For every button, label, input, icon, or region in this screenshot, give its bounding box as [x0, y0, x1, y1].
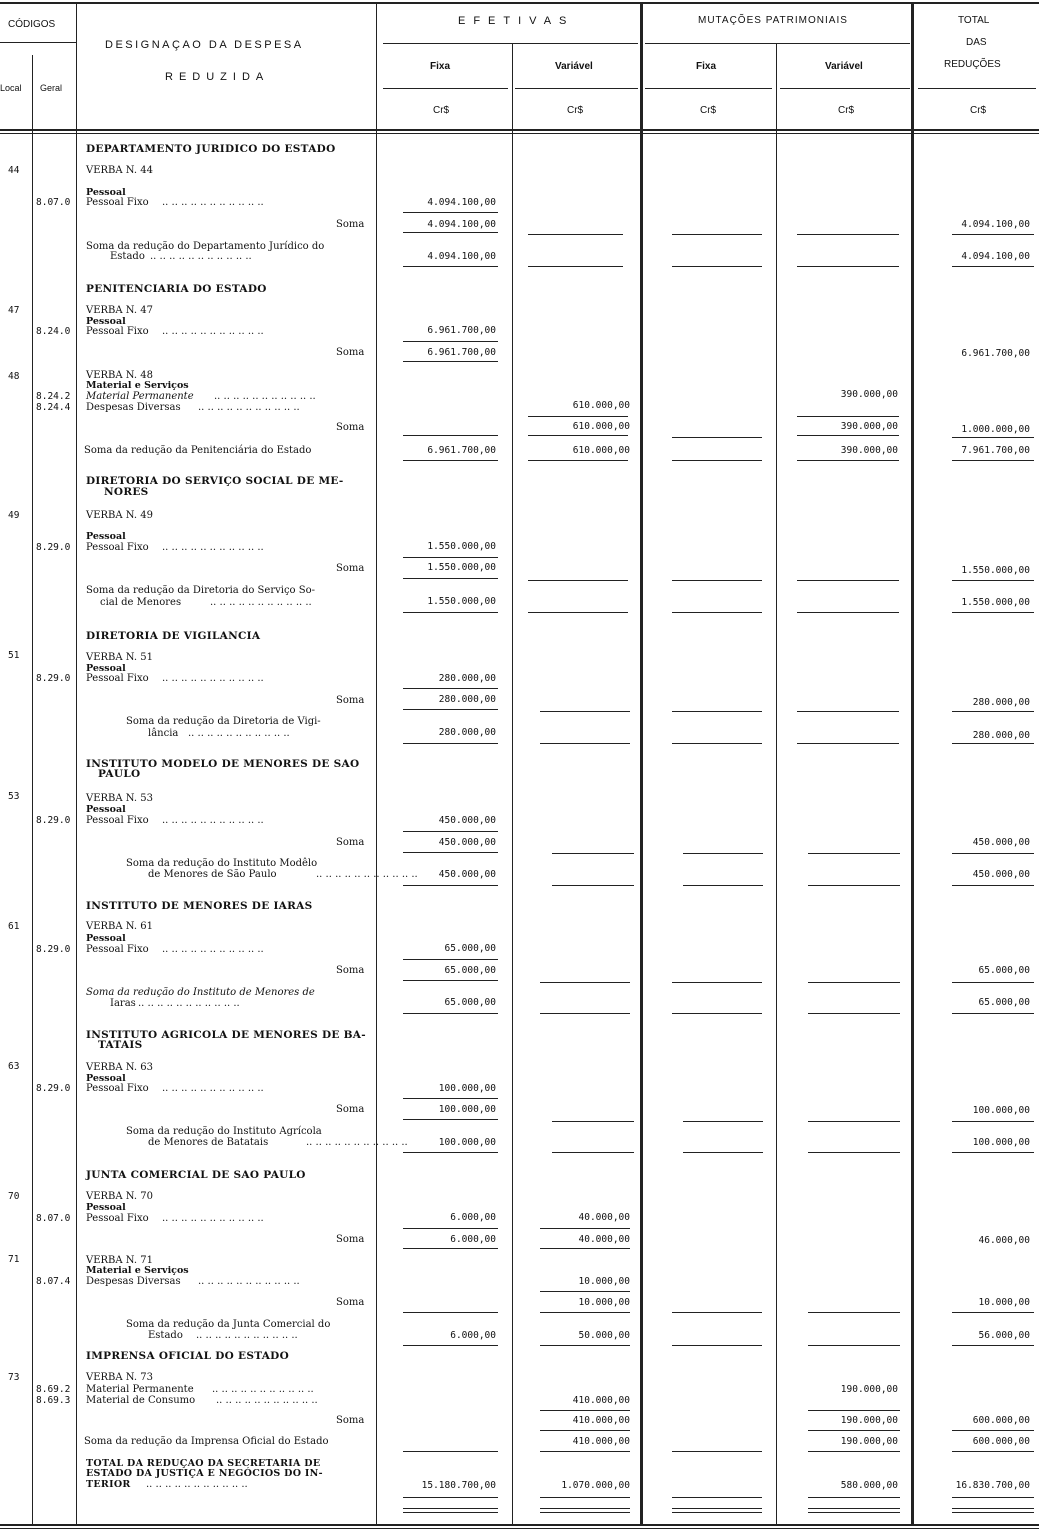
header-fixa-efetivas: Fixa — [430, 61, 451, 72]
leader-dots: .. .. .. .. .. .. .. .. .. .. .. — [188, 728, 290, 739]
verba-label: VERBA N. 61 — [86, 921, 153, 932]
geral-code: 8.24.4 — [36, 402, 71, 413]
reduction-label: Soma da redução do Departamento Jurídico do — [86, 241, 325, 252]
value-fixa: 100.000,00 — [438, 1083, 496, 1094]
reduction-label: Soma da redução do Instituto de Menores de — [86, 987, 315, 998]
item-label: Despesas Diversas — [86, 402, 181, 413]
verba-label: VERBA N. 44 — [86, 165, 153, 176]
reduction-label: Soma da redução do Instituto Agrícola — [126, 1126, 322, 1137]
value-fixa: 6.961.700,00 — [427, 325, 496, 336]
leader-dots: .. .. .. .. .. .. .. .. .. .. .. — [216, 1395, 318, 1406]
reduction-fixa: 280.000,00 — [438, 727, 496, 738]
value-variavel: 410.000,00 — [572, 1395, 630, 1406]
header-reduzida: REDUZIDA — [165, 71, 270, 83]
item-label: Material Permanente — [86, 391, 194, 402]
item-label: Material Permanente — [86, 1384, 194, 1395]
soma-total: 6.961.700,00 — [961, 348, 1030, 359]
currency-label: Cr$ — [433, 105, 450, 116]
leader-dots: .. .. .. .. .. .. .. .. .. .. .. — [138, 998, 240, 1009]
section-title: IMPRENSA OFICIAL DO ESTADO — [86, 1350, 290, 1362]
reduction-label: Soma da redução da Diretoria do Serviço So- — [86, 585, 315, 596]
reduction-total: 1.550.000,00 — [961, 597, 1030, 608]
reduction-label-cont: Estado — [110, 251, 145, 262]
soma-label: Soma — [336, 219, 365, 230]
reduction-fixa: 1.550.000,00 — [427, 596, 496, 607]
verba-label: VERBA N. 73 — [86, 1372, 153, 1383]
local-code: 49 — [8, 510, 20, 521]
local-code: 73 — [8, 1372, 20, 1383]
grand-total-mutacao-variavel: 580.000,00 — [840, 1480, 898, 1491]
reduction-label: Soma da redução do Instituto Modêlo — [126, 858, 318, 869]
section-title: DEPARTAMENTO JURIDICO DO ESTADO — [86, 143, 336, 155]
soma-label: Soma — [336, 837, 365, 848]
soma-total: 450.000,00 — [972, 837, 1030, 848]
header-codigos: CÓDIGOS — [8, 19, 56, 30]
soma-label: Soma — [336, 965, 365, 976]
reduction-mutacao-variavel: 190.000,00 — [840, 1436, 898, 1447]
reduction-variavel: 50.000,00 — [578, 1330, 630, 1341]
reduction-mutacao-variavel: 390.000,00 — [840, 445, 898, 456]
soma-mutacao-variavel: 190.000,00 — [840, 1415, 898, 1426]
geral-code: 8.69.2 — [36, 1384, 71, 1395]
reduction-variavel: 610.000,00 — [572, 445, 630, 456]
leader-dots: .. .. .. .. .. .. .. .. .. .. .. — [162, 326, 264, 337]
soma-label: Soma — [336, 1415, 365, 1426]
reduction-fixa: 100.000,00 — [438, 1137, 496, 1148]
reduction-fixa: 4.094.100,00 — [427, 251, 496, 262]
soma-label: Soma — [336, 1297, 365, 1308]
item-label: Pessoal Fixo — [86, 673, 149, 684]
local-code: 47 — [8, 305, 20, 316]
item-label: Pessoal Fixo — [86, 1083, 149, 1094]
leader-dots: .. .. .. .. .. .. .. .. .. .. .. — [162, 542, 264, 553]
local-code: 71 — [8, 1254, 20, 1265]
verba-label: VERBA N. 71 — [86, 1255, 153, 1266]
header-total: TOTAL — [958, 15, 990, 26]
item-label: Pessoal Fixo — [86, 197, 149, 208]
soma-label: Soma — [336, 347, 365, 358]
soma-label: Soma — [336, 422, 365, 433]
group-label: Pessoal — [86, 531, 126, 542]
soma-fixa: 6.961.700,00 — [427, 347, 496, 358]
value-fixa: 1.550.000,00 — [427, 541, 496, 552]
group-label: Material e Serviços — [86, 380, 189, 391]
leader-dots: .. .. .. .. .. .. .. .. .. .. .. — [150, 251, 252, 262]
header-reducoes: REDUÇÕES — [944, 59, 1001, 70]
section-title: INSTITUTO MODELO DE MENORES DE SAO — [86, 758, 360, 770]
reduction-label-cont: de Menores de São Paulo — [148, 869, 277, 880]
currency-label: Cr$ — [567, 105, 584, 116]
geral-code: 8.29.0 — [36, 944, 71, 955]
header-efetivas: EFETIVAS — [458, 15, 575, 27]
header-mutacoes: MUTAÇÕES PATRIMONIAIS — [698, 15, 848, 26]
verba-label: VERBA N. 48 — [86, 370, 153, 381]
soma-total: 1.550.000,00 — [961, 565, 1030, 576]
soma-total: 4.094.100,00 — [961, 219, 1030, 230]
reduction-total: 100.000,00 — [972, 1137, 1030, 1148]
header-designacao: DESIGNAÇAO DA DESPESA — [105, 39, 304, 51]
verba-label: VERBA N. 51 — [86, 652, 153, 663]
reduction-total: 280.000,00 — [972, 730, 1030, 741]
section-title: PENITENCIARIA DO ESTADO — [86, 283, 267, 295]
grand-total-variavel: 1.070.000,00 — [561, 1480, 630, 1491]
verba-label: VERBA N. 63 — [86, 1062, 153, 1073]
leader-dots: .. .. .. .. .. .. .. .. .. .. .. — [316, 869, 418, 880]
section-title-cont: PAULO — [98, 768, 141, 780]
value-mutacao-variavel: 390.000,00 — [840, 389, 898, 400]
item-label: Pessoal Fixo — [86, 944, 149, 955]
reduction-label-cont: Estado — [148, 1330, 183, 1341]
item-label: Pessoal Fixo — [86, 326, 149, 337]
grand-total-fixa: 15.180.700,00 — [421, 1480, 496, 1491]
geral-code: 8.29.0 — [36, 815, 71, 826]
group-label: Material e Serviços — [86, 1265, 189, 1276]
soma-fixa: 6.000,00 — [450, 1234, 496, 1245]
soma-fixa: 280.000,00 — [438, 694, 496, 705]
reduction-total: 600.000,00 — [972, 1436, 1030, 1447]
geral-code: 8.07.4 — [36, 1276, 71, 1287]
group-label: Pessoal — [86, 933, 126, 944]
leader-dots: .. .. .. .. .. .. .. .. .. .. .. — [162, 197, 264, 208]
soma-label: Soma — [336, 695, 365, 706]
section-title-cont: NORES — [104, 486, 149, 498]
grand-total-label-cont: ESTADO DA JUSTIÇA E NEGÓCIOS DO IN- — [86, 1468, 323, 1479]
item-label: Pessoal Fixo — [86, 1213, 149, 1224]
leader-dots: .. .. .. .. .. .. .. .. .. .. .. — [162, 673, 264, 684]
soma-variavel: 40.000,00 — [578, 1234, 630, 1245]
leader-dots: .. .. .. .. .. .. .. .. .. .. .. — [162, 1083, 264, 1094]
local-code: 70 — [8, 1191, 20, 1202]
value-variavel: 610.000,00 — [572, 400, 630, 411]
soma-label: Soma — [336, 1234, 365, 1245]
section-title: DIRETORIA DE VIGILANCIA — [86, 630, 261, 642]
grand-total-label: TOTAL DA REDUÇAO DA SECRETARIA DE — [86, 1458, 321, 1469]
reduction-total: 4.094.100,00 — [961, 251, 1030, 262]
leader-dots: .. .. .. .. .. .. .. .. .. .. .. — [212, 1384, 314, 1395]
reduction-label-cont: de Menores de Batatais — [148, 1137, 269, 1148]
local-code: 48 — [8, 371, 20, 382]
item-label: Pessoal Fixo — [86, 815, 149, 826]
geral-code: 8.29.0 — [36, 542, 71, 553]
header-local: Local — [0, 83, 22, 93]
geral-code: 8.07.0 — [36, 1213, 71, 1224]
currency-label: Cr$ — [700, 105, 717, 116]
item-label: Despesas Diversas — [86, 1276, 181, 1287]
reduction-total: 65.000,00 — [978, 997, 1030, 1008]
soma-total: 280.000,00 — [972, 697, 1030, 708]
local-code: 63 — [8, 1061, 20, 1072]
header-geral: Geral — [40, 83, 63, 93]
reduction-total: 56.000,00 — [978, 1330, 1030, 1341]
group-label: Pessoal — [86, 663, 126, 674]
geral-code: 8.29.0 — [36, 1083, 71, 1094]
soma-variavel: 610.000,00 — [572, 421, 630, 432]
geral-code: 8.29.0 — [36, 673, 71, 684]
soma-total: 100.000,00 — [972, 1105, 1030, 1116]
item-label: Pessoal Fixo — [86, 542, 149, 553]
value-fixa: 6.000,00 — [450, 1212, 496, 1223]
value-variavel: 10.000,00 — [578, 1276, 630, 1287]
geral-code: 8.24.0 — [36, 326, 71, 337]
leader-dots: .. .. .. .. .. .. .. .. .. .. .. — [210, 597, 312, 608]
group-label: Pessoal — [86, 804, 126, 815]
reduction-variavel: 410.000,00 — [572, 1436, 630, 1447]
header-das: DAS — [966, 37, 987, 48]
grand-total-total: 16.830.700,00 — [955, 1480, 1030, 1491]
local-code: 44 — [8, 165, 20, 176]
soma-mutacao-variavel: 390.000,00 — [840, 421, 898, 432]
soma-variavel: 410.000,00 — [572, 1415, 630, 1426]
local-code: 61 — [8, 921, 20, 932]
leader-dots: .. .. .. .. .. .. .. .. .. .. .. — [162, 815, 264, 826]
soma-total: 46.000,00 — [978, 1235, 1030, 1246]
section-title: JUNTA COMERCIAL DE SAO PAULO — [86, 1169, 306, 1181]
reduction-fixa: 6.961.700,00 — [427, 445, 496, 456]
local-code: 51 — [8, 650, 20, 661]
soma-fixa: 65.000,00 — [444, 965, 496, 976]
leader-dots: .. .. .. .. .. .. .. .. .. .. .. — [196, 1330, 298, 1341]
verba-label: VERBA N. 47 — [86, 305, 153, 316]
soma-fixa: 450.000,00 — [438, 837, 496, 848]
verba-label: VERBA N. 53 — [86, 793, 153, 804]
soma-fixa: 1.550.000,00 — [427, 562, 496, 573]
leader-dots: .. .. .. .. .. .. .. .. .. .. .. — [198, 1276, 300, 1287]
reduction-fixa: 65.000,00 — [444, 997, 496, 1008]
value-mutacao-variavel: 190.000,00 — [840, 1384, 898, 1395]
section-title: INSTITUTO AGRICOLA DE MENORES DE BA- — [86, 1029, 366, 1041]
header-variavel-efetivas: Variável — [555, 61, 593, 72]
reduction-label-cont: lância — [148, 728, 179, 739]
leader-dots: .. .. .. .. .. .. .. .. .. .. .. — [306, 1137, 408, 1148]
local-code: 53 — [8, 791, 20, 802]
value-variavel: 40.000,00 — [578, 1212, 630, 1223]
currency-label: Cr$ — [970, 105, 987, 116]
currency-label: Cr$ — [838, 105, 855, 116]
group-label: Pessoal — [86, 316, 126, 327]
leader-dots: .. .. .. .. .. .. .. .. .. .. .. — [162, 944, 264, 955]
reduction-label-cont: cial de Menores — [100, 597, 182, 608]
header-variavel-mutacoes: Variável — [825, 61, 863, 72]
reduction-total: 7.961.700,00 — [961, 445, 1030, 456]
leader-dots: .. .. .. .. .. .. .. .. .. .. .. — [198, 402, 300, 413]
reduction-fixa: 450.000,00 — [438, 869, 496, 880]
leader-dots: .. .. .. .. .. .. .. .. .. .. .. — [146, 1479, 248, 1490]
reduction-label: Soma da redução da Imprensa Oficial do Estado — [84, 1436, 329, 1447]
leader-dots: .. .. .. .. .. .. .. .. .. .. .. — [162, 1213, 264, 1224]
geral-code: 8.07.0 — [36, 197, 71, 208]
geral-code: 8.69.3 — [36, 1395, 71, 1406]
value-fixa: 4.094.100,00 — [427, 197, 496, 208]
value-fixa: 450.000,00 — [438, 815, 496, 826]
item-label: Material de Consumo — [86, 1395, 196, 1406]
soma-fixa: 100.000,00 — [438, 1104, 496, 1115]
leader-dots: .. .. .. .. .. .. .. .. .. .. .. — [214, 391, 316, 402]
section-title: DIRETORIA DO SERVIÇO SOCIAL DE ME- — [86, 475, 344, 487]
reduction-label-cont: Iaras — [110, 998, 136, 1009]
soma-total: 1.000.000,00 — [961, 424, 1030, 435]
soma-label: Soma — [336, 1104, 365, 1115]
soma-total: 65.000,00 — [978, 965, 1030, 976]
reduction-label: Soma da redução da Diretoria de Vigi- — [126, 716, 321, 727]
group-label: Pessoal — [86, 1202, 126, 1213]
group-label: Pessoal — [86, 1073, 126, 1084]
soma-label: Soma — [336, 563, 365, 574]
reduction-label: Soma da redução da Junta Comercial do — [126, 1319, 331, 1330]
geral-code: 8.24.2 — [36, 391, 71, 402]
grand-total-label-cont: TERIOR — [86, 1479, 131, 1490]
section-title: INSTITUTO DE MENORES DE IARAS — [86, 900, 313, 912]
group-label: Pessoal — [86, 187, 126, 198]
header-fixa-mutacoes: Fixa — [696, 61, 717, 72]
reduction-label: Soma da redução da Penitenciária do Estado — [84, 445, 312, 456]
reduction-fixa: 6.000,00 — [450, 1330, 496, 1341]
verba-label: VERBA N. 49 — [86, 510, 153, 521]
value-fixa: 280.000,00 — [438, 673, 496, 684]
value-fixa: 65.000,00 — [444, 943, 496, 954]
section-title-cont: TATAIS — [98, 1039, 143, 1051]
soma-variavel: 10.000,00 — [578, 1297, 630, 1308]
soma-fixa: 4.094.100,00 — [427, 219, 496, 230]
soma-total: 10.000,00 — [978, 1297, 1030, 1308]
soma-total: 600.000,00 — [972, 1415, 1030, 1426]
reduction-total: 450.000,00 — [972, 869, 1030, 880]
verba-label: VERBA N. 70 — [86, 1191, 153, 1202]
